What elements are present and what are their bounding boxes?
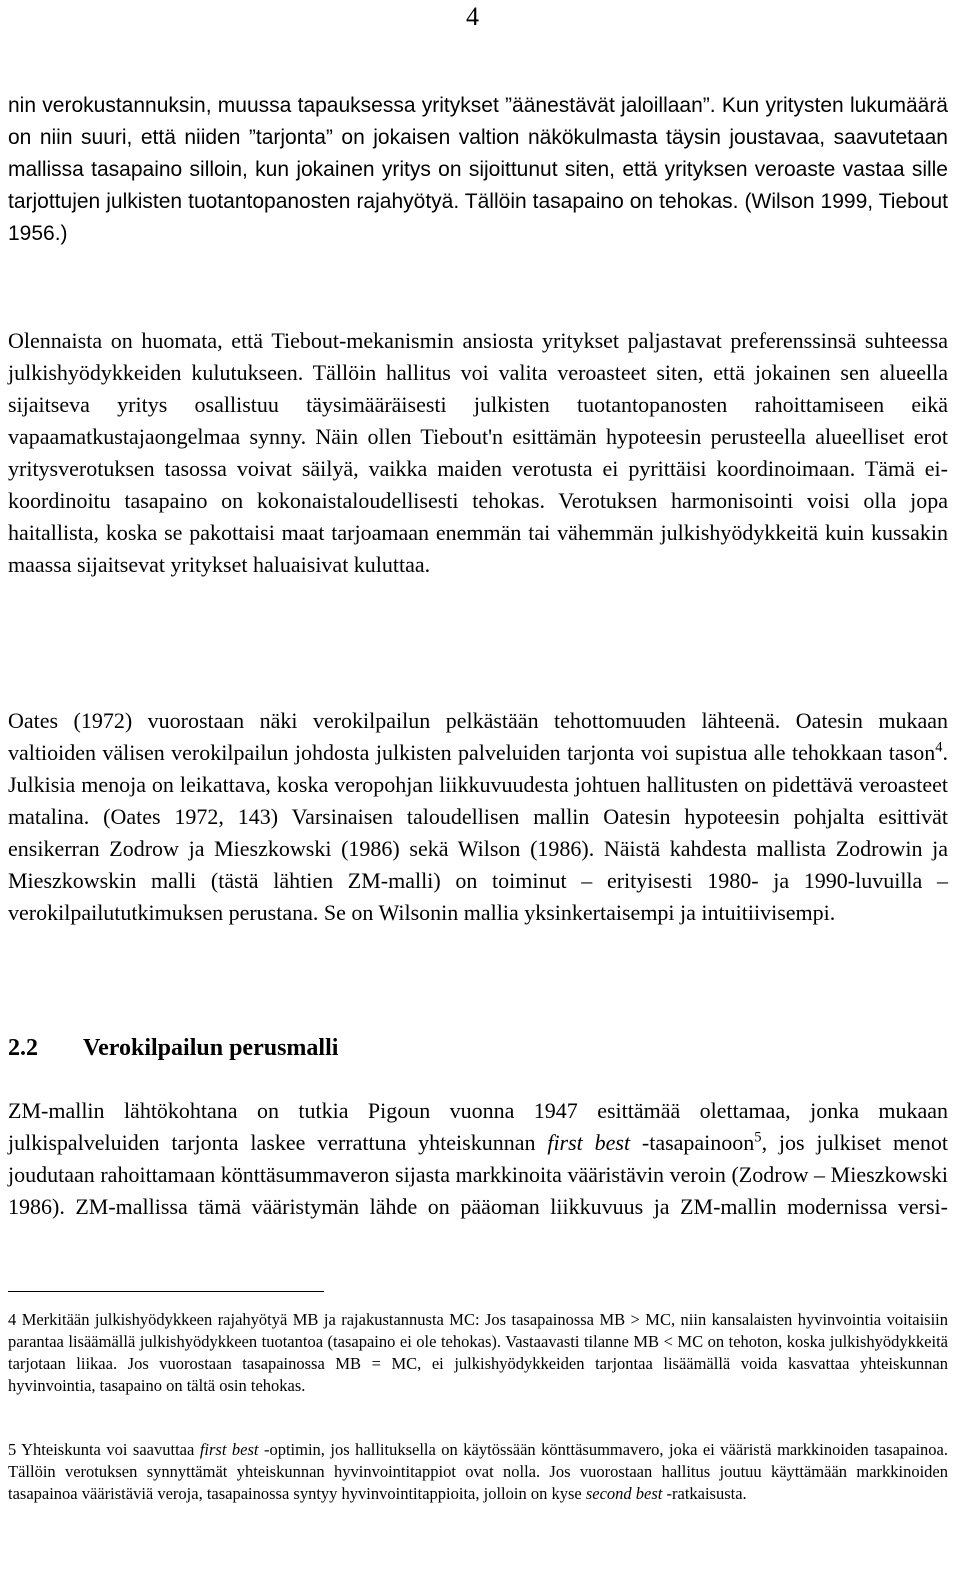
footnote-5-part-2: -optimin, jos hallituksella on käytössään könttäsummavero, joka ei vääristä markkinoiden tasapainoa. Tällöin verotuksen synnyttämät yhteiskunnan hyvinvointitappiot ovat nolla. Jos vuorostaan hallitus joutuu käyttämään markkinoiden tasapainoa vääristäviä veroja, tasapainossa syntyy hyvinvointitappioita, jolloin on kyse (8, 1440, 948, 1503)
footnote-5-ref[interactable]: 5 (754, 1129, 762, 1146)
footnote-separator (8, 1291, 324, 1292)
paragraph-3-text (8, 705, 948, 929)
page-number: 4 (466, 2, 479, 31)
paragraph-2 (8, 325, 948, 581)
footnote-5 (8, 1439, 948, 1505)
section-title: Verokilpailun perusmalli (83, 1035, 339, 1061)
paragraph-4-text (8, 1095, 948, 1223)
footnote-4: 4 Merkitään julkishyödykkeen rajahyötyä MB ja rajakustannusta MC: Jos tasapainossa MB > MC, niin kansalaisten hyvinvointia voitaisiin parantaa lisäämällä julkishyödykkeen tuotantoa (tasapaino ei ole tehokas). Vastaavasti tilanne MB < MC on tehoton, koska julkishyödykkeitä tarjotaan liikaa. Jos vuorostaan tasapainossa MB = MC, ei julkishyödykkeiden tarjontaa lisäämällä voida kasvattaa yhteiskunnan hyvinvointia, tasapaino on tältä osin tehokas. (8, 1310, 948, 1395)
paragraph-3-part-1: Oates (1972) vuorostaan näki verokilpailun pelkästään tehottomuuden lähteenä. Oatesin mukaan valtioiden välisen verokilpailun johdosta julkisten palveluiden tarjonta voi supistua alle tehokkaan tason (8, 708, 948, 765)
paragraph-3-part-2: . Julkisia menoja on leikattava, koska veropohjan liikkuvuudesta johtuen hallitusten on pidettävä veroasteet matalina. (Oates 1972, 143) Varsinaisen taloudellisen mallin Oatesin hypoteesin pohjalta esittivät ensikerran Zodrow ja Mieszkowski (1986) sekä Wilson (1986). Näistä kahdesta mallista Zodrowin ja Mieszkowskin malli (tästä lähtien ZM-malli) on toiminut – erityisesti 1980- ja 1990-luvuilla – verokilpailututkimuksen perustana. Se on Wilsonin mallia yksinkertaisempi ja intuitiivisempi. (8, 740, 948, 925)
paragraph-4-part-3: , jos julkiset menot joudutaan rahoittamaan könttäsummaveron sijasta markkinoita vääristävin veroin (Zodrow – Mieszkowski 1986). ZM-mallissa tämä vääristymän lähde on pääoman liikkuvuus ja ZM-mallin modernissa versi- (8, 1130, 948, 1219)
footnote-5-part-1: 5 Yhteiskunta voi saavuttaa (8, 1440, 200, 1459)
paragraph-4 (8, 1095, 948, 1223)
footnote-4-ref[interactable]: 4 (935, 739, 943, 756)
section-number: 2.2 (8, 1035, 38, 1061)
paragraph-4-part-1: ZM-mallin lähtökohtana on tutkia Pigoun vuonna 1947 esittämää olettamaa, jonka mukaan julkispalveluiden tarjonta laskee verrattuna yhteiskunnan (8, 1098, 948, 1155)
footnote-5-italic-first-best: first best (199, 1440, 259, 1459)
paragraph-2-text: Olennaista on huomata, että Tiebout-mekanismin ansiosta yritykset paljastavat preferenssinsä suhteessa julkishyödykkeiden kulutukseen. Tällöin hallitus voi valita veroasteet siten, että jokainen sen alueella sijaitseva yritys osallistuu täysimääräisesti julkisten tuotantopanosten rahoittamiseen eikä vapaamatkustajaongelmaa synny. Näin ollen Tiebout'n esittämän hypoteesin perusteella alueelliset erot yritysverotuksen tasossa voivat säilyä, vaikka maiden verotusta ei pyrittäisi koordinoimaan. Tämä ei-koordinoitu tasapaino on kokonaistaloudellisesti tehokas. Verotuksen harmonisointi voisi olla jopa haitallista, koska se pakottaisi maat tarjoamaan enemmän tai vähemmän julkishyödykkeitä kuin kussakin maassa sijaitsevat yritykset haluaisivat kuluttaa. (8, 328, 948, 577)
section-heading (8, 1035, 338, 1062)
footnote-5-part-3: -ratkaisusta. (662, 1484, 747, 1503)
paragraph-1 (8, 90, 948, 250)
footnote-5-italic-second-best: second best (585, 1484, 663, 1503)
paragraph-1-text: nin verokustannuksin, muussa tapauksessa yritykset ”äänestävät jaloillaan”. Kun yritysten lukumäärä on niin suuri, että niiden ”tarjonta” on jokaisen valtion näkökulmasta täysin joustavaa, saavutetaan mallissa tasapaino silloin, kun jokainen yritys on sijoittunut siten, että yrityksen veroaste vastaa sille tarjottujen julkisten tuotantopanosten rajahyötyä. Tällöin tasapaino on tehokas. (Wilson 1999, Tiebout 1956.) (8, 94, 948, 245)
paragraph-4-part-2: -tasapainoon (630, 1130, 755, 1155)
paragraph-4-italic-first-best: first best (547, 1130, 631, 1155)
paragraph-3 (8, 705, 948, 929)
